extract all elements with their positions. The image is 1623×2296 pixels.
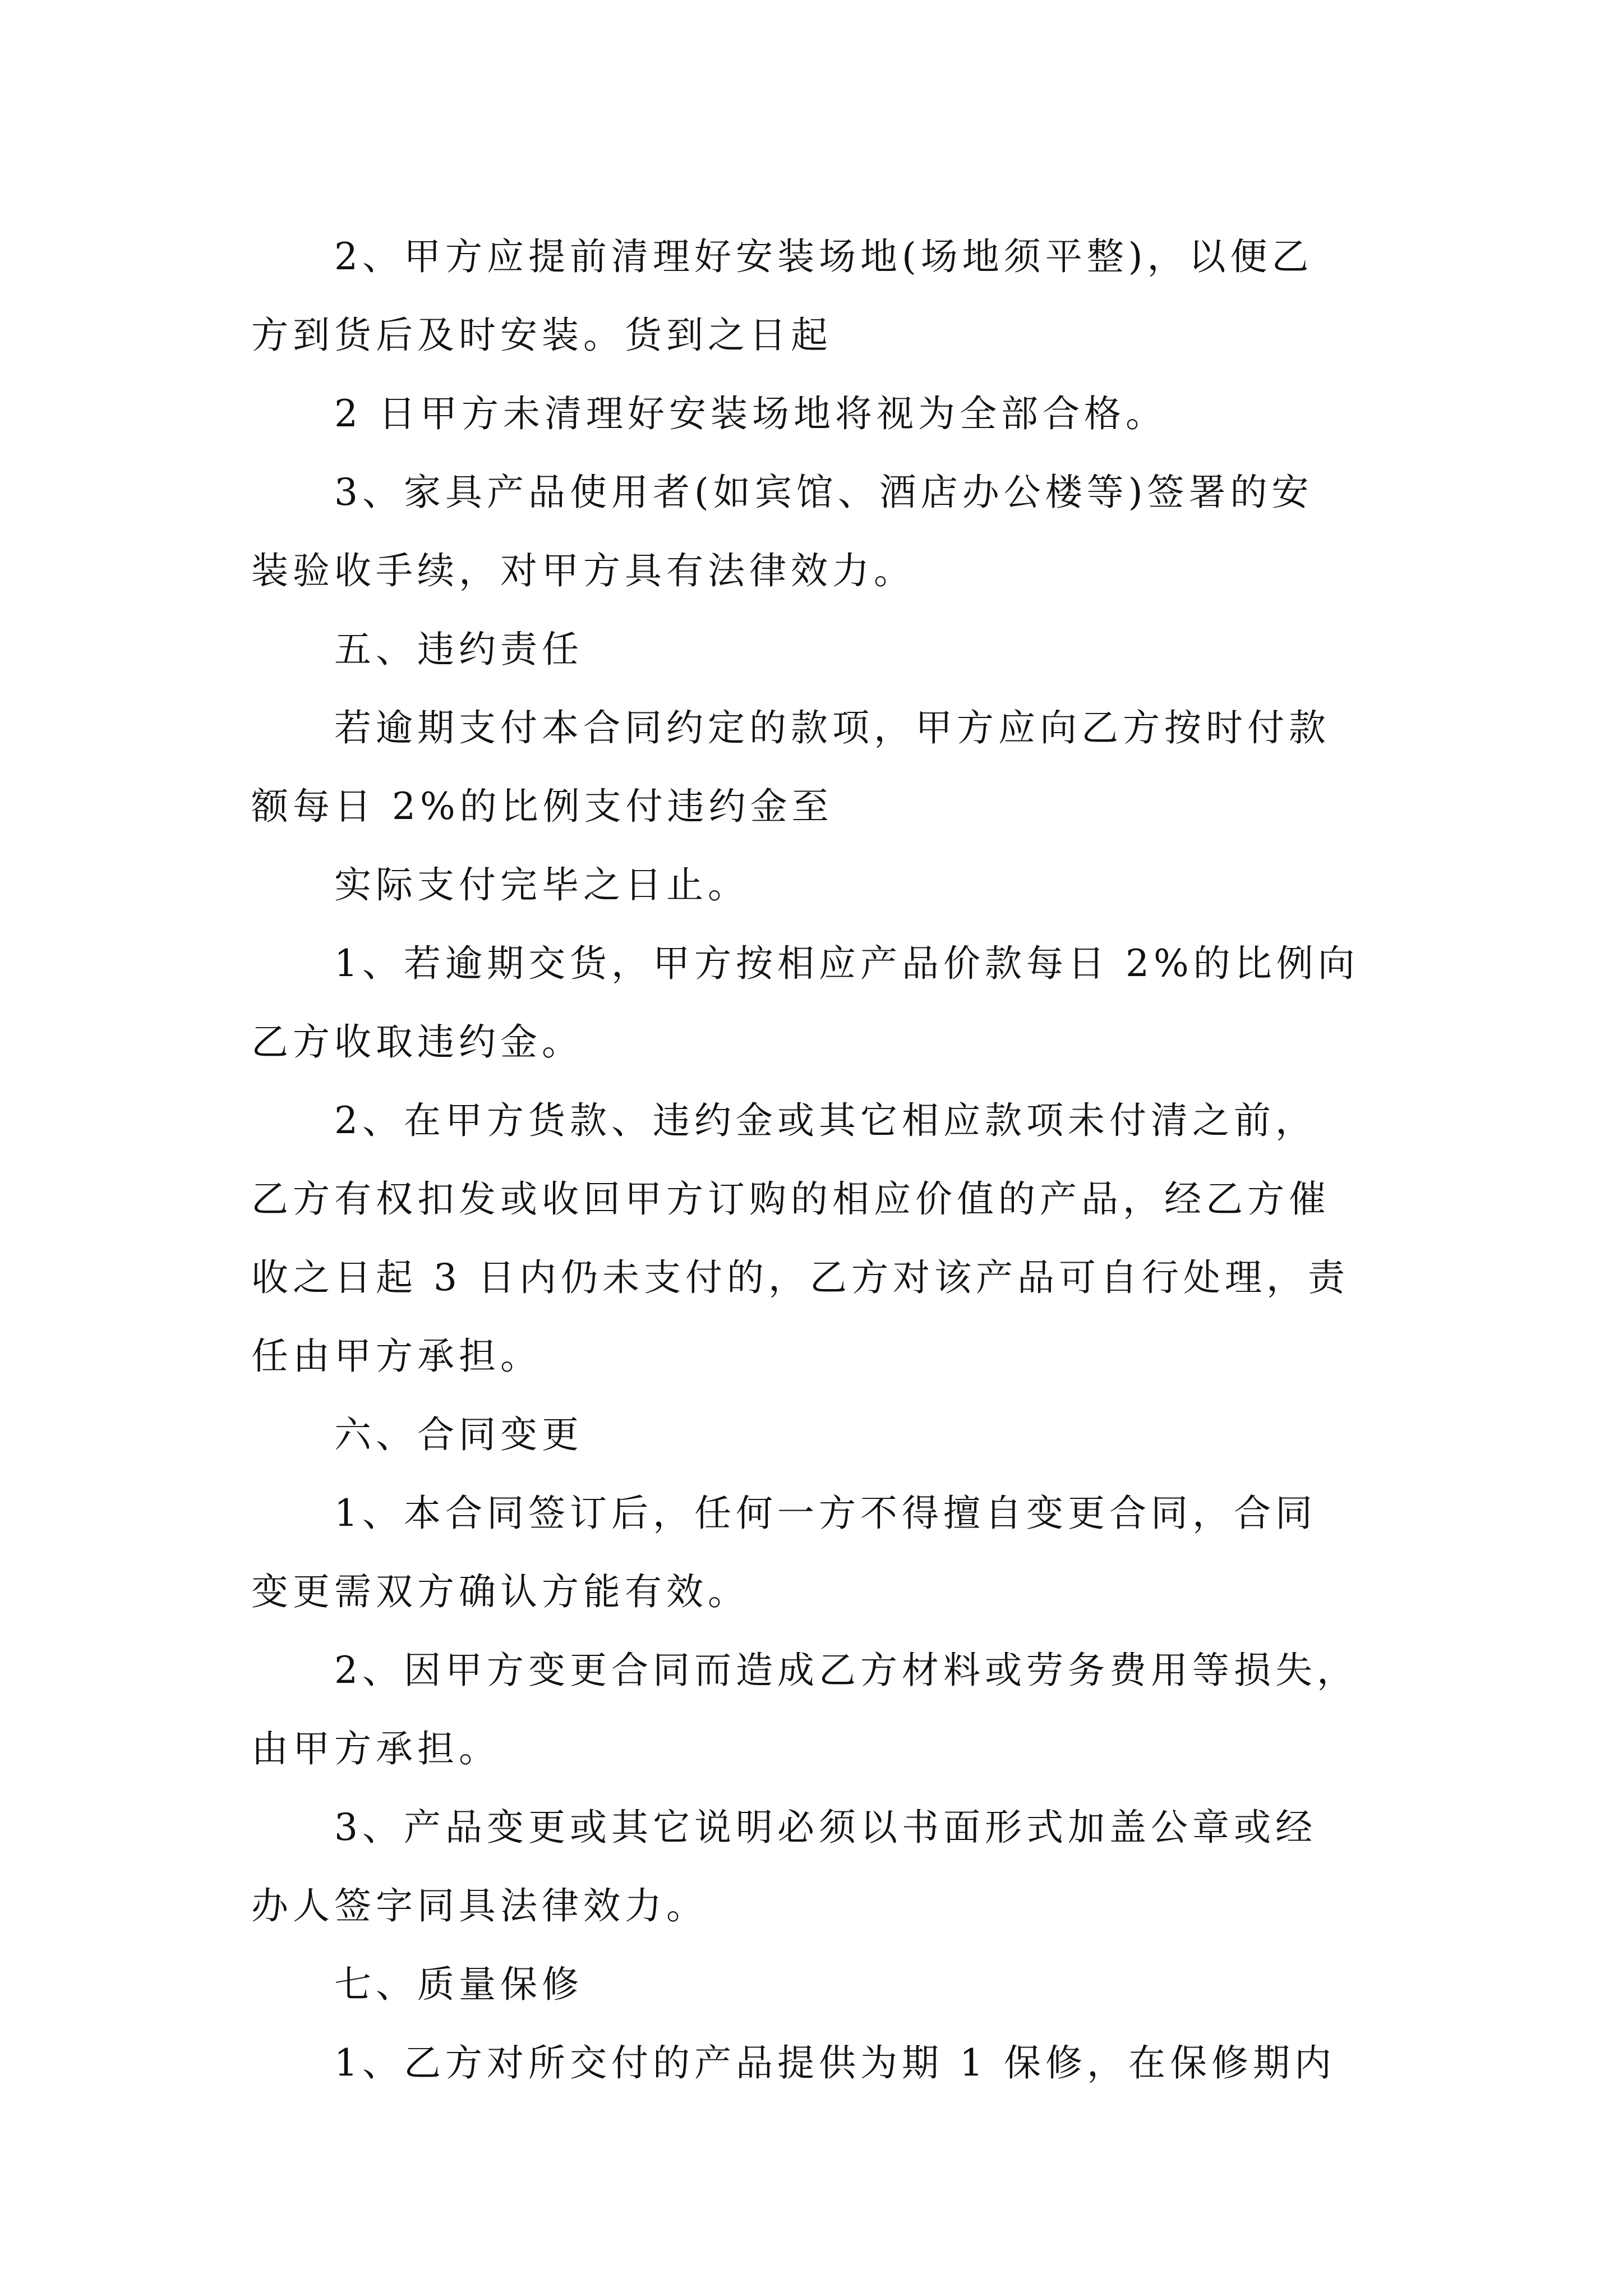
text-line: 2 日甲方未清理好安装场地将视为全部合格。: [334, 392, 1167, 435]
text-line: 2、因甲方变更合同而造成乙方材料或劳务费用等损失，: [334, 1649, 1358, 1692]
text-line: 由甲方承担。: [251, 1727, 500, 1770]
text-line: 实际支付完毕之日止。: [334, 863, 749, 907]
text-line: 额每日 2%的比例支付违约金至: [251, 785, 833, 828]
text-line: 办人签字同具法律效力。: [251, 1884, 708, 1927]
text-line: 2、甲方应提前清理好安装场地(场地须平整)，以便乙: [334, 235, 1313, 278]
text-line: 装验收手续，对甲方具有法律效力。: [251, 549, 915, 592]
text-line: 3、家具产品使用者(如宾馆、酒店办公楼等)签署的安: [334, 471, 1313, 514]
section-heading: 五、违约责任: [334, 628, 583, 671]
text-line: 3、产品变更或其它说明必须以书面形式加盖公章或经: [334, 1806, 1317, 1849]
document-body: [251, 218, 1378, 2102]
text-line: 1、乙方对所交付的产品提供为期 1 保修，在保修期内: [334, 2041, 1336, 2085]
text-line: 任由甲方承担。: [251, 1335, 542, 1378]
text-line: 1、本合同签订后，任何一方不得擅自变更合同，合同: [334, 1492, 1317, 1535]
section-heading: 六、合同变更: [334, 1413, 583, 1456]
text-line: 收之日起 3 日内仍未支付的，乙方对该产品可自行处理，责: [251, 1256, 1349, 1299]
text-line: 乙方收取违约金。: [251, 1020, 583, 1064]
text-line: 方到货后及时安装。货到之日起: [251, 314, 832, 357]
text-line: 2、在甲方货款、违约金或其它相应款项未付清之前，: [334, 1099, 1317, 1142]
text-line: 若逾期支付本合同约定的款项，甲方应向乙方按时付款: [334, 706, 1330, 749]
text-line: 1、若逾期交货，甲方按相应产品价款每日 2%的比例向: [334, 942, 1359, 985]
section-heading: 七、质量保修: [334, 1963, 583, 2006]
text-line: 乙方有权扣发或收回甲方订购的相应价值的产品，经乙方催: [251, 1177, 1330, 1221]
text-line: 变更需双方确认方能有效。: [251, 1570, 749, 1613]
